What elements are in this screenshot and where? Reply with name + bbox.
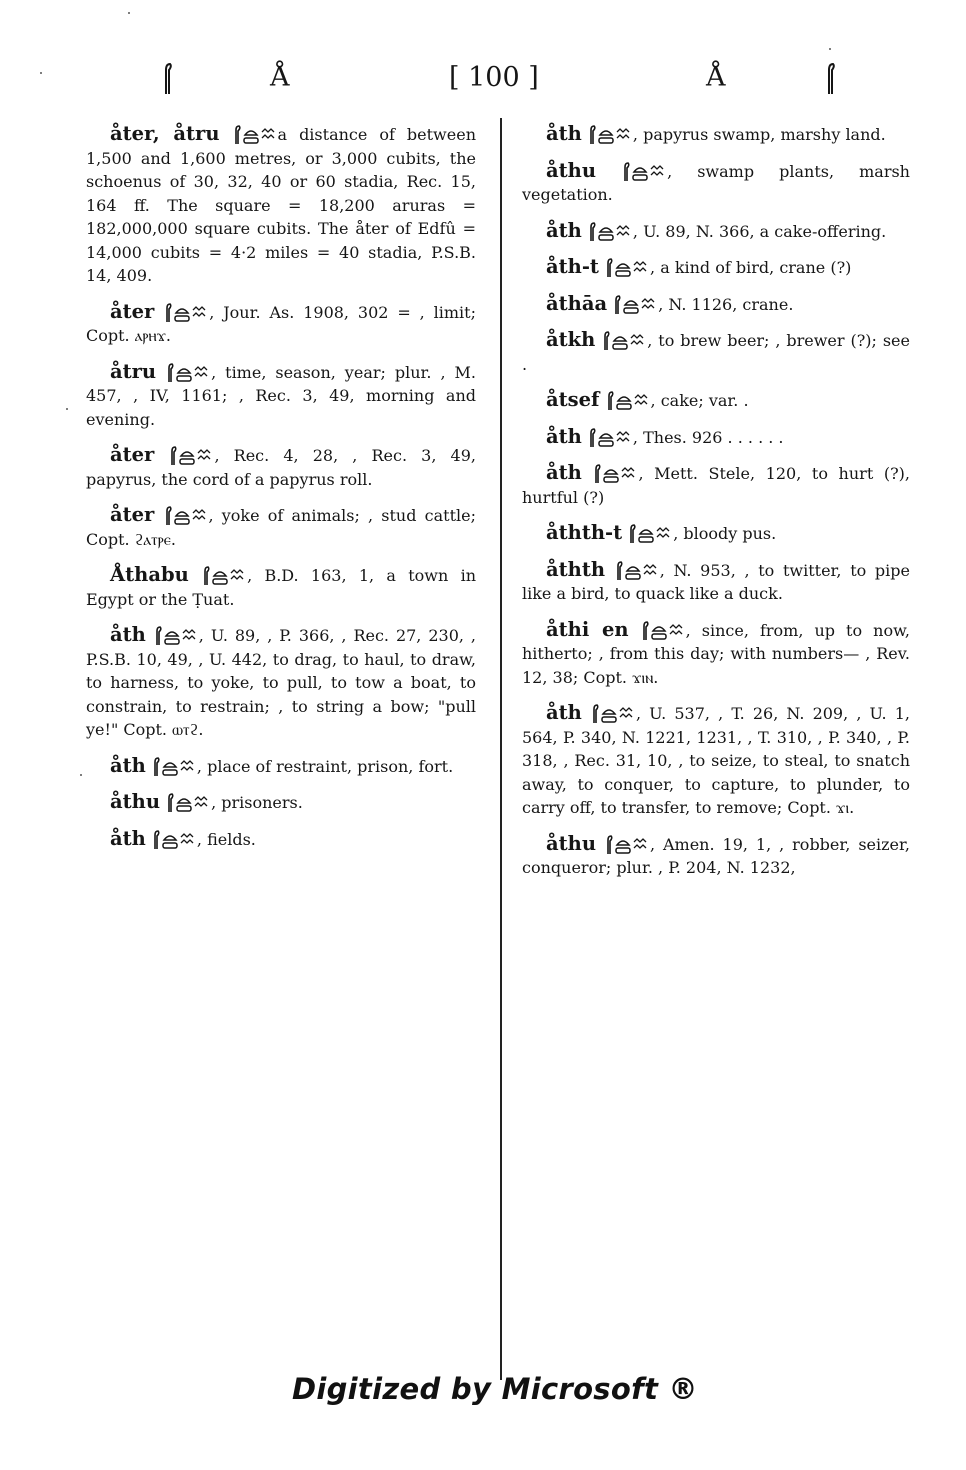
dictionary-entry (522, 558, 910, 606)
hieroglyph-group-icon (165, 362, 211, 384)
entry-headword: åthi en (546, 617, 629, 641)
entry-definition: , N. 953, , to twitter, to pipe like a bird, to quack like a duck. (522, 560, 910, 603)
dictionary-entry (86, 790, 476, 815)
entry-headword: åthu (546, 831, 596, 855)
hieroglyph-group-icon (612, 294, 658, 316)
hieroglyph-group-icon (232, 124, 278, 146)
hieroglyph-group-icon (587, 221, 633, 243)
scan-speck (40, 72, 42, 74)
entry-headword: åth (110, 826, 146, 850)
entry-headword: åth-t (546, 255, 599, 278)
dictionary-entry (522, 618, 910, 690)
entry-definition: , prisoners. (211, 793, 303, 812)
entry-definition: , U. 537, , T. 26, N. 209, , U. 1, 564, P. 340, N. 1221, 1231, , T. 310, , P. 340, , P. 318, , Rec. 31, 10, , to seize, to steal, to snatch away, to conquer, to capture, to plunder, to carry off, to transfer, to remove; Copt. ϫⲓ. (522, 704, 911, 817)
dictionary-entry (522, 255, 910, 280)
entry-definition: , U. 89, , P. 366, , Rec. 27, 230, , P.S.B. 10, 49, , U. 442, to drag, to haul, to draw, to harness, to yoke, to pull, to tow a boat, to constrain, to restrain; , to string a bow; "pull ye!" Copt. ⲱⲧϩ. (86, 626, 476, 739)
hieroglyph-group-icon (592, 463, 638, 485)
hieroglyph-group-icon (604, 834, 650, 856)
dictionary-entry (522, 122, 910, 147)
dictionary-entry (86, 122, 476, 288)
entry-headword: åthth (546, 557, 606, 581)
dictionary-entry (86, 503, 476, 551)
entry-definition: , U. 89, N. 366, a cake-offering. (632, 221, 887, 241)
right-column (522, 122, 910, 880)
entry-headword: åth (110, 623, 146, 646)
entry-headword: åth (110, 753, 146, 777)
hieroglyph-group-icon (163, 505, 209, 527)
entry-definition: , Jour. As. 1908, 302 = , limit; Copt. ⲁⲣⲏϫ. (86, 302, 476, 345)
entry-definition: a distance of between 1,500 and 1,600 metres, or 3,000 cubits, the schoenus of 30, 32, 40 or 60 stadia, Rec. 15, 164 ff. The square = 18,200 aruras = 182,000,000 square cubits. The åter of Edfû = 14,000 cubits = 4·2 miles = 40 stadia, P.S.B. 14, 409. (86, 125, 476, 285)
page-number: [ 100 ] (449, 62, 539, 93)
entry-headword: åthu (110, 790, 160, 813)
entry-headword: åth (546, 701, 582, 724)
entry-definition: , cake; var. . (650, 391, 749, 410)
column-divider (500, 118, 502, 1380)
hieroglyph-group-icon (151, 756, 197, 778)
hieroglyph-group-icon (587, 427, 633, 449)
header-right-letter: Å (706, 62, 726, 93)
entry-definition: , since, from, up to now, hitherto; , from this day; with numbers— , Rev. 12, 38; Copt. ϫⲓⲛ. (522, 620, 910, 687)
entry-headword: åth (546, 218, 582, 242)
dictionary-entry (522, 701, 910, 820)
entry-headword: åthu (546, 158, 596, 182)
entry-headword: åtsef (546, 388, 600, 411)
entry-definition: , yoke of animals; , stud cattle; Copt. ϩⲁⲧⲣⲉ. (86, 506, 476, 549)
entry-definition: , time, season, year; plur. , M. 457, , IV, 1161; , Rec. 3, 49, morning and evening. (86, 362, 477, 429)
dictionary-entry (86, 360, 476, 432)
entry-headword: Åthabu (110, 563, 189, 586)
entry-definition: , fields. (196, 829, 256, 849)
dictionary-entry (522, 292, 910, 317)
dictionary-entry (86, 754, 476, 779)
dictionary-entry (522, 328, 910, 376)
hieroglyph-group-icon (640, 620, 686, 642)
reed-leaf-icon (826, 62, 836, 96)
dictionary-entry (522, 521, 910, 546)
dictionary-entry (522, 425, 910, 450)
dictionary-entry (86, 443, 476, 491)
header-left-letter: Å (270, 62, 290, 93)
dictionary-entry (522, 159, 910, 207)
left-column (86, 122, 476, 851)
hieroglyph-group-icon (168, 445, 214, 467)
entry-definition: , a kind of bird, crane (?) (650, 258, 852, 277)
dictionary-entry (86, 623, 476, 742)
reed-leaf-icon (163, 62, 173, 96)
entry-headword: åter, åtru (110, 122, 220, 145)
entry-definition: , Rec. 4, 28, , Rec. 3, 49, papyrus, the cord of a papyrus roll. (86, 446, 476, 489)
scan-speck (66, 408, 68, 410)
scan-speck (80, 774, 82, 776)
entry-headword: åth (546, 461, 582, 484)
entry-headword: åtkh (546, 328, 596, 351)
entry-definition: , B.D. 163, 1, a town in Egypt or the Ṭuat. (86, 566, 476, 609)
hieroglyph-group-icon (587, 124, 633, 146)
entry-definition: , swamp plants, marsh vegetation. (522, 161, 910, 204)
entry-definition: , Mett. Stele, 120, to hurt (?), hurtful (?) (522, 464, 910, 507)
hieroglyph-group-icon (165, 792, 211, 814)
entry-headword: åthth-t (546, 521, 623, 544)
dictionary-entry (86, 827, 476, 852)
entry-definition: , Amen. 19, 1, , robber, seizer, conqueror; plur. , P. 204, N. 1232, (522, 834, 910, 877)
entry-headword: åtru (110, 359, 157, 383)
hieroglyph-group-icon (601, 330, 647, 352)
entry-definition: , to brew beer; , brewer (?); see . (522, 331, 910, 374)
dictionary-entry (522, 461, 910, 509)
dictionary-entry (86, 563, 476, 611)
dictionary-entry (522, 388, 910, 413)
entry-definition: , papyrus swamp, marshy land. (632, 125, 886, 144)
hieroglyph-group-icon (151, 829, 197, 851)
hieroglyph-group-icon (621, 161, 667, 183)
entry-headword: åth (546, 122, 582, 145)
hieroglyph-group-icon (590, 703, 636, 725)
hieroglyph-group-icon (614, 560, 660, 582)
watermark: Digitized by Microsoft ® (292, 1372, 698, 1406)
dictionary-entry (522, 219, 910, 244)
hieroglyph-group-icon (201, 565, 247, 587)
scan-speck (128, 12, 130, 14)
entry-headword: åter (110, 299, 155, 323)
hieroglyph-group-icon (627, 523, 673, 545)
entry-definition: , N. 1126, crane. (658, 294, 794, 314)
scan-speck (829, 48, 831, 50)
hieroglyph-group-icon (163, 302, 209, 324)
hieroglyph-group-icon (605, 390, 651, 412)
entry-definition: , Thes. 926 . . . . . . (632, 427, 784, 447)
hieroglyph-group-icon (153, 625, 199, 647)
entry-definition: , place of restraint, prison, fort. (196, 756, 454, 776)
entry-definition: , bloody pus. (673, 524, 777, 543)
entry-headword: åthāa (546, 291, 608, 315)
entry-headword: åth (546, 424, 582, 448)
dictionary-entry (522, 832, 910, 880)
hieroglyph-group-icon (604, 257, 650, 279)
entry-headword: åter (110, 503, 155, 526)
dictionary-entry (86, 300, 476, 348)
entry-headword: åter (110, 443, 155, 466)
